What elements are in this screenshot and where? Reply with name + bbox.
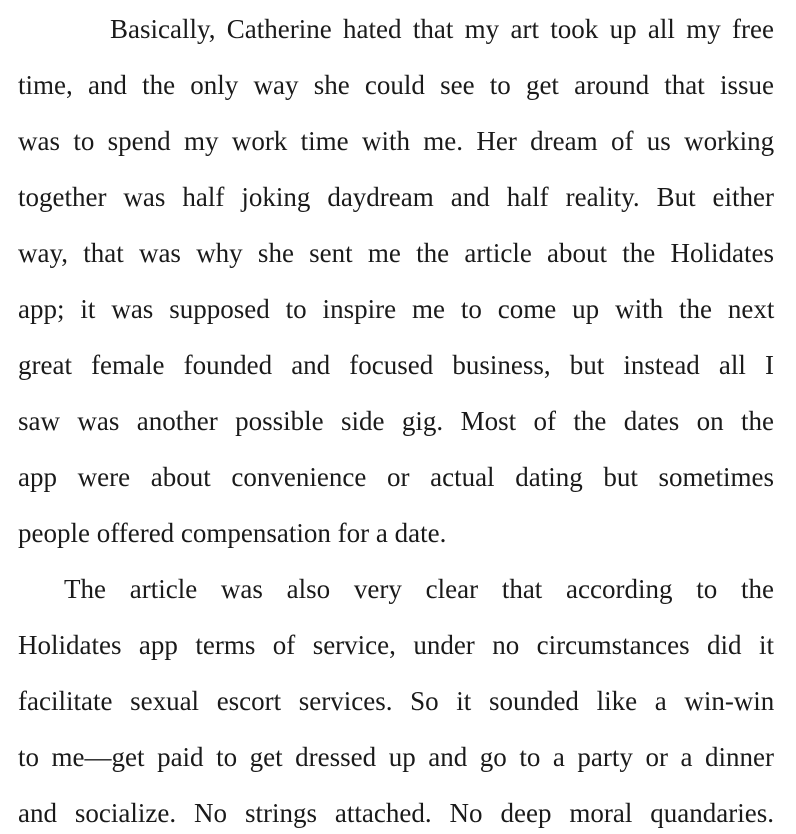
text-line: people offered compensation for a date. — [18, 518, 447, 548]
text-line: great female founded and focused business, but instead all I — [18, 350, 774, 380]
text-line: Holidates app terms of service, under no circumstances did it — [18, 630, 774, 660]
text-line: Basically, Catherine hated that my art took up all my free — [110, 14, 774, 44]
text-line: saw was another possible side gig. Most of the dates on the — [18, 406, 774, 436]
text-line: way, that was why she sent me the article about the Holidates — [18, 238, 774, 268]
text-line: The article was also very clear that according to the — [64, 574, 774, 604]
text-line: app; it was supposed to inspire me to come up with the next — [18, 294, 775, 324]
text-line: facilitate sexual escort services. So it sounded like a win-win — [18, 686, 775, 716]
paragraph-1 — [18, 8, 774, 554]
text-line: was to spend my work time with me. Her dream of us working — [18, 126, 775, 156]
paragraph-2 — [18, 568, 774, 834]
text-line: and socialize. No strings attached. No deep moral quandaries. — [18, 798, 774, 828]
text-line: time, and the only way she could see to get around that issue — [18, 70, 774, 100]
text-line: to me—get paid to get dressed up and go to a party or a dinner — [18, 742, 774, 772]
text-line: together was half joking daydream and half reality. But either — [18, 182, 775, 212]
document-page — [18, 8, 774, 834]
text-line: app were about convenience or actual dating but sometimes — [18, 462, 774, 492]
